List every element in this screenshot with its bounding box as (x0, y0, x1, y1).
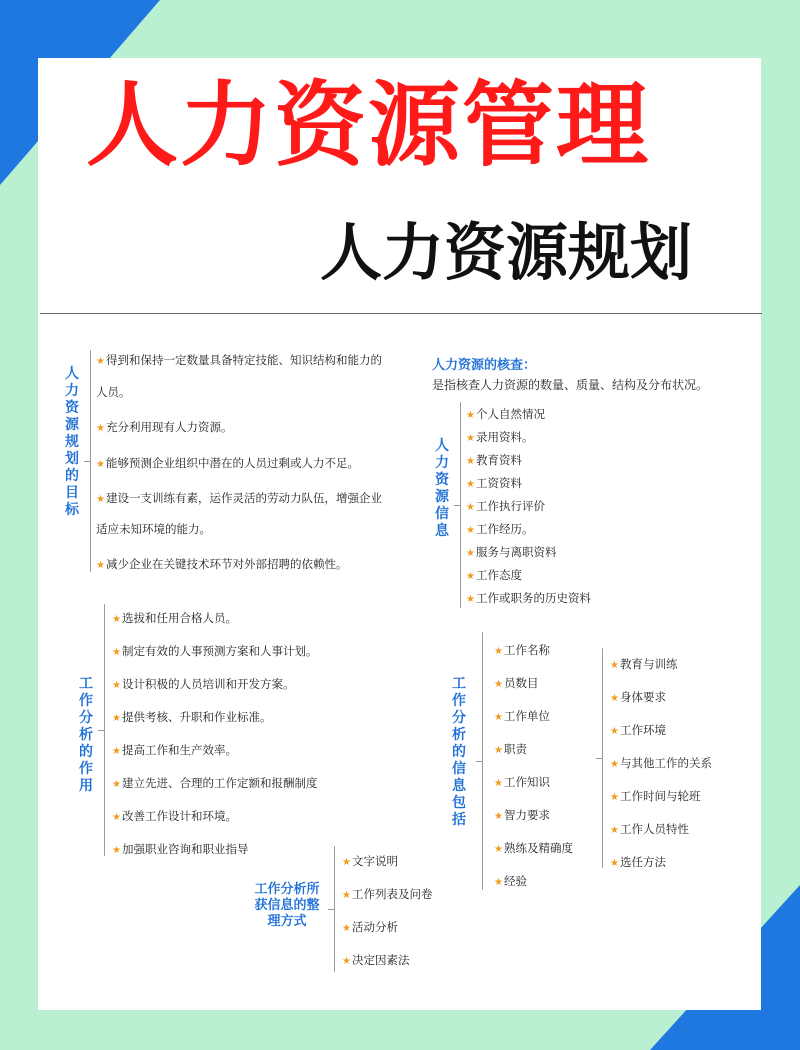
job-info-item: ★熟练及精确度 (494, 841, 573, 855)
job-info-item: ★工作名称 (494, 643, 550, 657)
star-icon: ★ (112, 647, 121, 658)
star-icon: ★ (466, 594, 475, 605)
star-icon: ★ (112, 812, 121, 823)
job-analysis-item: ★改善工作设计和环境。 (112, 809, 237, 823)
info-item: ★录用资料。 (466, 430, 534, 444)
star-icon: ★ (494, 712, 503, 723)
star-icon: ★ (112, 779, 121, 790)
star-icon: ★ (466, 479, 475, 490)
star-icon: ★ (342, 956, 351, 967)
job-info-item: ★经验 (494, 874, 527, 888)
star-icon: ★ (610, 858, 619, 869)
job-info-item: ★工作环境 (610, 723, 666, 737)
star-icon: ★ (610, 792, 619, 803)
goal-item: ★能够预测企业组织中潜在的人员过剩或人力不足。 (96, 456, 359, 470)
star-icon: ★ (494, 679, 503, 690)
star-icon: ★ (466, 525, 475, 536)
check-heading: 人力资源的核查： (432, 358, 537, 373)
job-info-item: ★选任方法 (610, 855, 666, 869)
info-item: ★工作经历。 (466, 522, 534, 536)
job-analysis-item: ★提供考核、升职和作业标准。 (112, 710, 272, 724)
job-info-item: ★职责 (494, 742, 527, 756)
goal-item-continuation: 适应未知环境的能力。 (96, 522, 211, 536)
info-item: ★个人自然情况 (466, 407, 545, 421)
job-analysis-item: ★选拔和任用合格人员。 (112, 611, 237, 625)
star-icon: ★ (96, 494, 105, 505)
star-icon: ★ (96, 423, 105, 434)
star-icon: ★ (610, 726, 619, 737)
divider (40, 313, 762, 314)
star-icon: ★ (466, 548, 475, 559)
goals-brace (90, 350, 91, 572)
goal-item: ★减少企业在关键技术环节对外部招聘的依赖性。 (96, 557, 348, 571)
goal-item: ★建设一支训练有素，运作灵活的劳动力队伍，增强企业 (96, 491, 382, 505)
job-info-item: ★工作时间与轮班 (610, 789, 701, 803)
star-icon: ★ (96, 459, 105, 470)
method-item: ★工作列表及问卷 (342, 887, 433, 901)
job-info-item: ★工作知识 (494, 775, 550, 789)
job-info-item: ★与其他工作的关系 (610, 756, 712, 770)
star-icon: ★ (494, 778, 503, 789)
goals-label: 人力资源规划的目标 (65, 366, 79, 518)
job-info-item: ★员数目 (494, 676, 539, 690)
star-icon: ★ (96, 356, 105, 367)
job-analysis-item: ★制定有效的人事预测方案和人事计划。 (112, 644, 318, 658)
info-item: ★工作态度 (466, 568, 522, 582)
star-icon: ★ (610, 660, 619, 671)
job-info-item: ★工作单位 (494, 709, 550, 723)
job-info-brace (482, 632, 483, 890)
star-icon: ★ (466, 456, 475, 467)
info-item: ★工作执行评价 (466, 499, 545, 513)
star-icon: ★ (466, 410, 475, 421)
star-icon: ★ (610, 759, 619, 770)
star-icon: ★ (112, 614, 121, 625)
job-analysis-item: ★提高工作和生产效率。 (112, 743, 237, 757)
star-icon: ★ (494, 844, 503, 855)
star-icon: ★ (112, 845, 121, 856)
job-analysis-label: 工作分析的作用 (79, 676, 93, 794)
info-brace (460, 402, 461, 608)
job-analysis-item: ★建立先进、合理的工作定额和报酬制度 (112, 776, 318, 790)
star-icon: ★ (112, 713, 121, 724)
star-icon: ★ (494, 811, 503, 822)
info-label: 人力资源信息 (435, 438, 449, 539)
star-icon: ★ (342, 923, 351, 934)
info-item: ★工资资料 (466, 476, 522, 490)
method-item: ★文字说明 (342, 854, 398, 868)
job-analysis-item: ★设计积极的人员培训和开发方案。 (112, 677, 295, 691)
star-icon: ★ (96, 560, 105, 571)
job-info-item: ★身体要求 (610, 690, 666, 704)
goal-item: ★充分利用现有人力资源。 (96, 420, 233, 434)
star-icon: ★ (466, 433, 475, 444)
star-icon: ★ (112, 680, 121, 691)
info-item: ★教育资料 (466, 453, 522, 467)
method-item: ★活动分析 (342, 920, 398, 934)
star-icon: ★ (610, 693, 619, 704)
star-icon: ★ (494, 877, 503, 888)
goal-item-continuation: 人员。 (96, 385, 131, 399)
star-icon: ★ (342, 890, 351, 901)
main-title: 人力资源管理 (86, 72, 651, 179)
info-item: ★服务与离职资料 (466, 545, 557, 559)
job-analysis-brace (104, 604, 105, 856)
job-info-item: ★教育与训练 (610, 657, 678, 671)
star-icon: ★ (466, 502, 475, 513)
job-info-item: ★智力要求 (494, 808, 550, 822)
info-item: ★工作或职务的历史资料 (466, 591, 591, 605)
check-description: 是指核查人力资源的数量、质量、结构及分布状况。 (432, 378, 709, 392)
methods-label: 工作分析所获信息的整理方式 (254, 882, 320, 929)
methods-brace (334, 846, 335, 972)
star-icon: ★ (494, 745, 503, 756)
goal-item: ★得到和保持一定数量具备特定技能、知识结构和能力的 (96, 353, 382, 367)
job-info-label: 工作分析的信息包括 (452, 676, 466, 828)
star-icon: ★ (466, 571, 475, 582)
job-info-brace-right (602, 648, 603, 868)
job-analysis-item: ★加强职业咨询和职业指导 (112, 842, 249, 856)
star-icon: ★ (610, 825, 619, 836)
star-icon: ★ (494, 646, 503, 657)
star-icon: ★ (342, 857, 351, 868)
sub-title: 人力资源规划 (320, 216, 693, 289)
job-info-item: ★工作人员特性 (610, 822, 689, 836)
star-icon: ★ (112, 746, 121, 757)
method-item: ★决定因素法 (342, 953, 410, 967)
